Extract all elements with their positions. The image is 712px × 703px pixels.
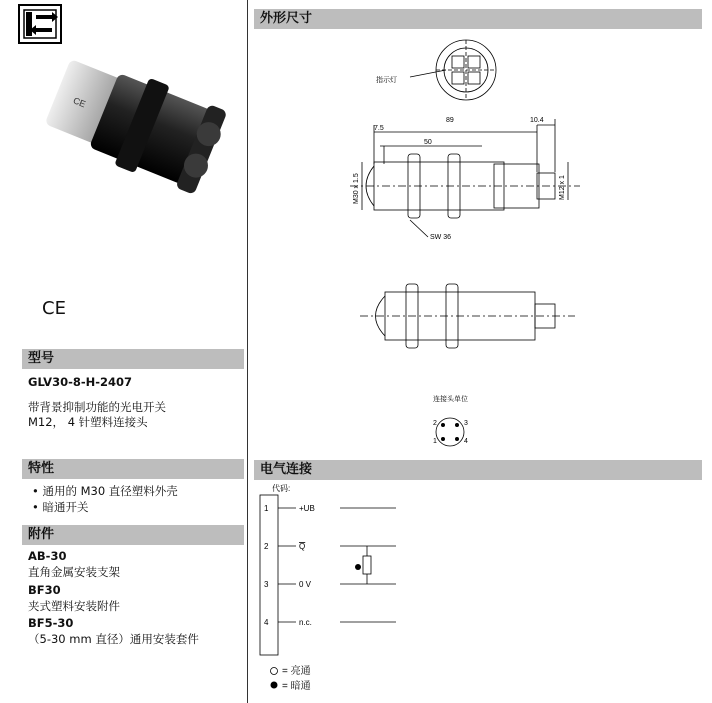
accessory-code: BF5-30 xyxy=(28,616,74,630)
sw-label: SW 36 xyxy=(430,234,452,241)
pin-label: 4 xyxy=(464,438,468,445)
dim-body: 50 xyxy=(424,139,432,146)
signal-label: 0 V xyxy=(299,580,312,589)
pin-label: 1 xyxy=(433,438,437,445)
connector-unit-label: 连接头单位 xyxy=(433,396,468,403)
pin-number: 1 xyxy=(264,504,269,513)
indicator-label: 指示灯 xyxy=(376,77,397,84)
legend-dark-on: = 暗通 xyxy=(282,681,311,692)
pin-number: 3 xyxy=(264,580,269,589)
connector-thread-label: M12 x 1 xyxy=(559,175,566,200)
model-name: GLV30-8-H-2407 xyxy=(28,375,133,389)
signal-label: +UB xyxy=(299,504,315,513)
model-description-2: M12， 4 针塑料连接头 xyxy=(28,415,148,429)
feature-item: • 暗通开关 xyxy=(32,500,89,514)
dim-front: 7.5 xyxy=(374,125,384,132)
features-header: 特性 xyxy=(22,459,244,479)
accessory-code: AB-30 xyxy=(28,549,67,563)
legend-light-on: = 亮通 xyxy=(282,666,311,677)
dimensions-header: 外形尺寸 xyxy=(254,9,702,29)
model-header: 型号 xyxy=(22,349,244,369)
accessory-desc: （5-30 mm 直径）通用安装套件 xyxy=(28,632,199,646)
code-label: 代码: xyxy=(272,484,291,493)
thread-label: M30 x 1.5 xyxy=(353,173,360,204)
accessory-desc: 夹式塑料安装附件 xyxy=(28,599,120,613)
sensor-type-icon xyxy=(18,4,62,44)
feature-item: • 通用的 M30 直径塑料外壳 xyxy=(32,484,178,498)
wiring-diagram xyxy=(250,480,712,703)
model-description-1: 带背景抑制功能的光电开关 xyxy=(28,400,166,414)
signal-label: n.c. xyxy=(299,618,312,627)
ce-mark: CE xyxy=(42,298,66,319)
product-photo xyxy=(30,46,230,216)
accessory-desc: 直角金属安装支架 xyxy=(28,565,120,579)
pin-number: 2 xyxy=(264,542,269,551)
accessories-header: 附件 xyxy=(22,525,244,545)
column-divider xyxy=(247,0,248,703)
dim-total: 89 xyxy=(446,117,454,124)
svg-text:CE: CE xyxy=(71,95,88,110)
accessory-code: BF30 xyxy=(28,583,61,597)
dimension-drawing xyxy=(250,32,712,452)
signal-label: Q xyxy=(299,542,306,551)
pin-label: 2 xyxy=(433,420,437,427)
pin-label: 3 xyxy=(464,420,468,427)
dim-connector: 10.4 xyxy=(530,117,544,124)
electrical-header: 电气连接 xyxy=(254,460,702,480)
pin-number: 4 xyxy=(264,618,269,627)
